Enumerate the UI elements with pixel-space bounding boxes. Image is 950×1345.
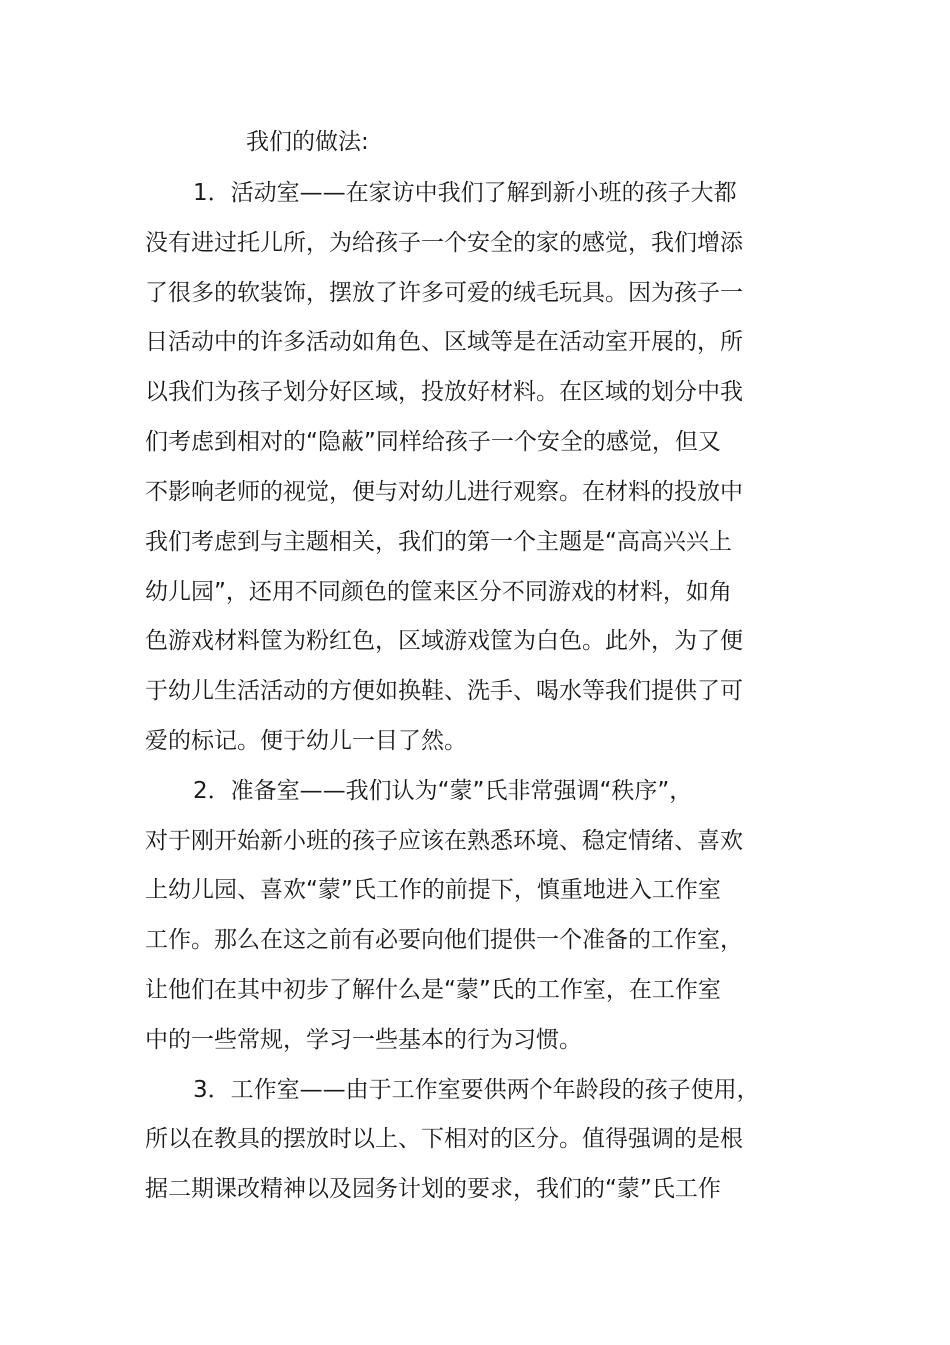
paragraph-1-line: 我们考虑到与主题相关，我们的第一个主题是“高高兴兴上 [145,529,732,555]
paragraph-1-line: 没有进过托儿所，为给孩子一个安全的家的感觉，我们增添 [145,230,743,256]
paragraph-2-line: 让他们在其中初步了解什么是“蒙”氏的工作室，在工作室 [145,977,721,1003]
paragraph-1-line: 了很多的软装饰，摆放了许多可爱的绒毛玩具。因为孩子一 [145,280,743,306]
paragraph-1-line: 们考虑到相对的“隐蔽”同样给孩子一个安全的感觉，但又 [145,429,721,455]
paragraph-2-line: 上幼儿园、喜欢“蒙”氏工作的前提下，慎重地进入工作室 [145,877,721,903]
paragraph-2-line: 工作。那么在这之前有必要向他们提供一个准备的工作室， [145,927,743,953]
paragraph-1-line: 幼儿园”，还用不同颜色的筐来区分不同游戏的材料，如角 [145,579,732,605]
paragraph-2-line: 对于刚开始新小班的孩子应该在熟悉环境、稳定情绪、喜欢 [145,828,743,854]
paragraph-1-line: 以我们为孩子划分好区域，投放好材料。在区域的划分中我 [145,379,743,405]
paragraph-1-line: 日活动中的许多活动如角色、区域等是在活动室开展的，所 [145,329,743,355]
paragraph-2-line: 2．准备室——我们认为“蒙”氏非常强调“秩序”， [193,778,693,804]
paragraph-3-line: 所以在教具的摆放时以上、下相对的区分。值得强调的是根 [145,1126,743,1152]
paragraph-1-line: 色游戏材料筐为粉红色，区域游戏筐为白色。此外，为了便 [145,628,743,654]
paragraph-1-line: 爱的标记。便于幼儿一目了然。 [145,728,467,754]
section-heading: 我们的做法: [246,129,369,155]
paragraph-3-line: 据二期课改精神以及园务计划的要求，我们的“蒙”氏工作 [145,1176,721,1202]
paragraph-1-line: 不影响老师的视觉，便与对幼儿进行观察。在材料的投放中 [145,479,743,505]
paragraph-1-line: 1．活动室——在家访中我们了解到新小班的孩子大都 [193,180,737,206]
paragraph-3-line: 3．工作室——由于工作室要供两个年龄段的孩子使用， [193,1077,760,1103]
paragraph-2-line: 中的一些常规，学习一些基本的行为习惯。 [145,1027,582,1053]
paragraph-1-line: 于幼儿生活活动的方便如换鞋、洗手、喝水等我们提供了可 [145,678,743,704]
